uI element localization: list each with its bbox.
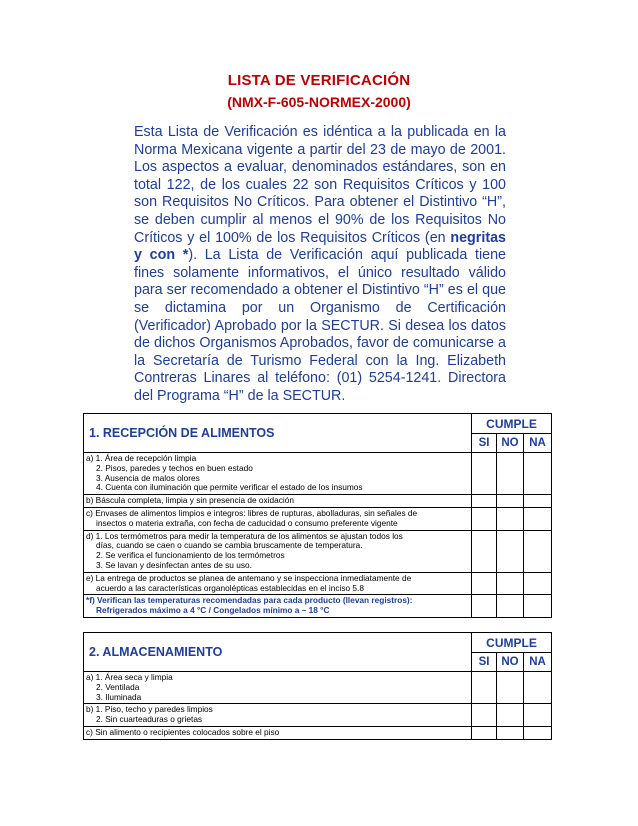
item-line: c) Envases de alimentos limpios e integros: libres de rupturas, abolladuras, sin señales de [86,507,418,518]
table-row [84,495,552,508]
si-checkbox[interactable] [472,572,497,595]
section1-si-header: SI [472,434,497,453]
no-checkbox[interactable] [497,453,524,495]
no-checkbox[interactable] [497,726,524,739]
table-row [84,672,552,704]
section2-no-header: NO [497,653,524,672]
no-checkbox[interactable] [497,507,524,530]
si-checkbox[interactable] [472,495,497,508]
section2-item-b [84,704,472,727]
item-line: b) 1. Piso, techo y paredes limpios [86,704,213,715]
table-row [84,453,552,495]
section1-item-f [84,595,472,618]
section1-na-header: NA [524,434,552,453]
si-checkbox[interactable] [472,453,497,495]
na-checkbox[interactable] [524,453,552,495]
section1-item-e [84,572,472,595]
na-checkbox[interactable] [524,704,552,727]
section2-table [83,632,552,740]
intro-paragraph [134,124,506,406]
table-row [84,704,552,727]
na-checkbox[interactable] [524,726,552,739]
section2-na-header: NA [524,653,552,672]
section2-item-c [84,726,472,739]
section1-item-b [84,495,472,508]
item-line: 2. Ventilada [96,681,140,692]
item-line: 3. Se lavan y desinfectan antes de su uso. [96,559,252,570]
table-row [84,530,552,572]
item-line: 4. Cuenta con iluminación que permite verificar el estado de los insumos [96,482,363,493]
item-line: acuerdo a las características organolépticas establecidas en el inciso 5.8 [96,582,364,593]
no-checkbox[interactable] [497,704,524,727]
item-line: 2. Sin cuarteaduras o grietas [96,714,203,725]
table-row [84,572,552,595]
no-checkbox[interactable] [497,495,524,508]
no-checkbox[interactable] [497,530,524,572]
section1-cumple-header: CUMPLE [472,414,552,434]
si-checkbox[interactable] [472,595,497,618]
section2-item-a [84,672,472,704]
si-checkbox[interactable] [472,672,497,704]
item-line: 3. Ausencia de malos olores [96,472,200,483]
na-checkbox[interactable] [524,572,552,595]
item-line: a) 1. Área seca y limpia [86,672,173,682]
item-line: insectos o materia extraña, con fecha de caducidad o consumo preferente vigente [96,517,398,528]
si-checkbox[interactable] [472,507,497,530]
section1-item-a [84,453,472,495]
intro-text-part1: Esta Lista de Verificación es idéntica a la publicada en la Norma Mexicana vigente a partir del 23 de mayo de 2001. Los aspectos a evaluar, denominados estándares, son en total 122, de los cuales 22 son Requisitos Críticos y 100 son Requisitos No Críticos. Para obtener el Distintivo “H”, se deben cumplir al menos el 90% de los Requisitos No Críticos y el 100% de los Requisitos Críticos (en [134,124,506,246]
na-checkbox[interactable] [524,495,552,508]
table-row [84,595,552,618]
intro-text-part2: ). La Lista de Verificación aquí publicada tiene fines solamente informativos, el único resultado válido para ser recomendado a obtener el Distintivo “H” es el que se dictamina por un Organismo de Certificación (Verificador) Aprobado por la SECTUR. Si desea los datos de dichos Organismos Aprobados, favor de comunicarse a la Secretaría de Turismo Federal con la Ing. Elizabeth Contreras Linares al teléfono: (01) 5254-1241. Directora del Programa “H” de la SECTUR. [134,247,506,404]
section1-title: 1. RECEPCIÓN DE ALIMENTOS [84,414,472,453]
item-line: a) 1. Área de recepción limpia [86,453,197,463]
item-line: *f) Verifican las temperaturas recomendadas para cada producto (llevan registros): [86,595,413,606]
item-line: b) Báscula completa, limpia y sin presencia de oxidación [86,495,294,506]
item-line: 2. Se verifica el funcionamiento de los termómetros [96,550,285,561]
section2-si-header: SI [472,653,497,672]
na-checkbox[interactable] [524,530,552,572]
table-row [84,507,552,530]
item-line: Refrigerados máximo a 4 °C / Congelados mínimo a – 18 °C [96,605,330,616]
section1-item-c [84,507,472,530]
section1-no-header: NO [497,434,524,453]
item-line: d) 1. Los termómetros para medir la temperatura de los alimentos se ajustan todos los [86,530,403,541]
section1-item-d [84,530,472,572]
si-checkbox[interactable] [472,726,497,739]
intro-bold-text: negritas y con * [134,229,506,264]
item-line: días, cuando se caen o cuando se cambia bruscamente de temperatura. [96,540,363,551]
page-subtitle: (NMX-F-605-NORMEX-2000) [227,94,411,110]
item-line: c) Sin alimento o recipientes colocados sobre el piso [86,726,280,737]
na-checkbox[interactable] [524,672,552,704]
no-checkbox[interactable] [497,672,524,704]
section1-table [83,413,552,618]
no-checkbox[interactable] [497,595,524,618]
na-checkbox[interactable] [524,595,552,618]
si-checkbox[interactable] [472,530,497,572]
no-checkbox[interactable] [497,572,524,595]
table-row [84,726,552,739]
si-checkbox[interactable] [472,704,497,727]
section2-title: 2. ALMACENAMIENTO [84,633,472,672]
na-checkbox[interactable] [524,507,552,530]
item-line: 3. Iluminada [96,691,142,702]
item-line: 2. Pisos, paredes y techos en buen estado [96,462,253,473]
page-title: LISTA DE VERIFICACIÓN [227,72,411,89]
section2-cumple-header: CUMPLE [472,633,552,653]
item-line: e) La entrega de productos se planea de antemano y se inspecciona inmediatamente de [86,572,412,583]
